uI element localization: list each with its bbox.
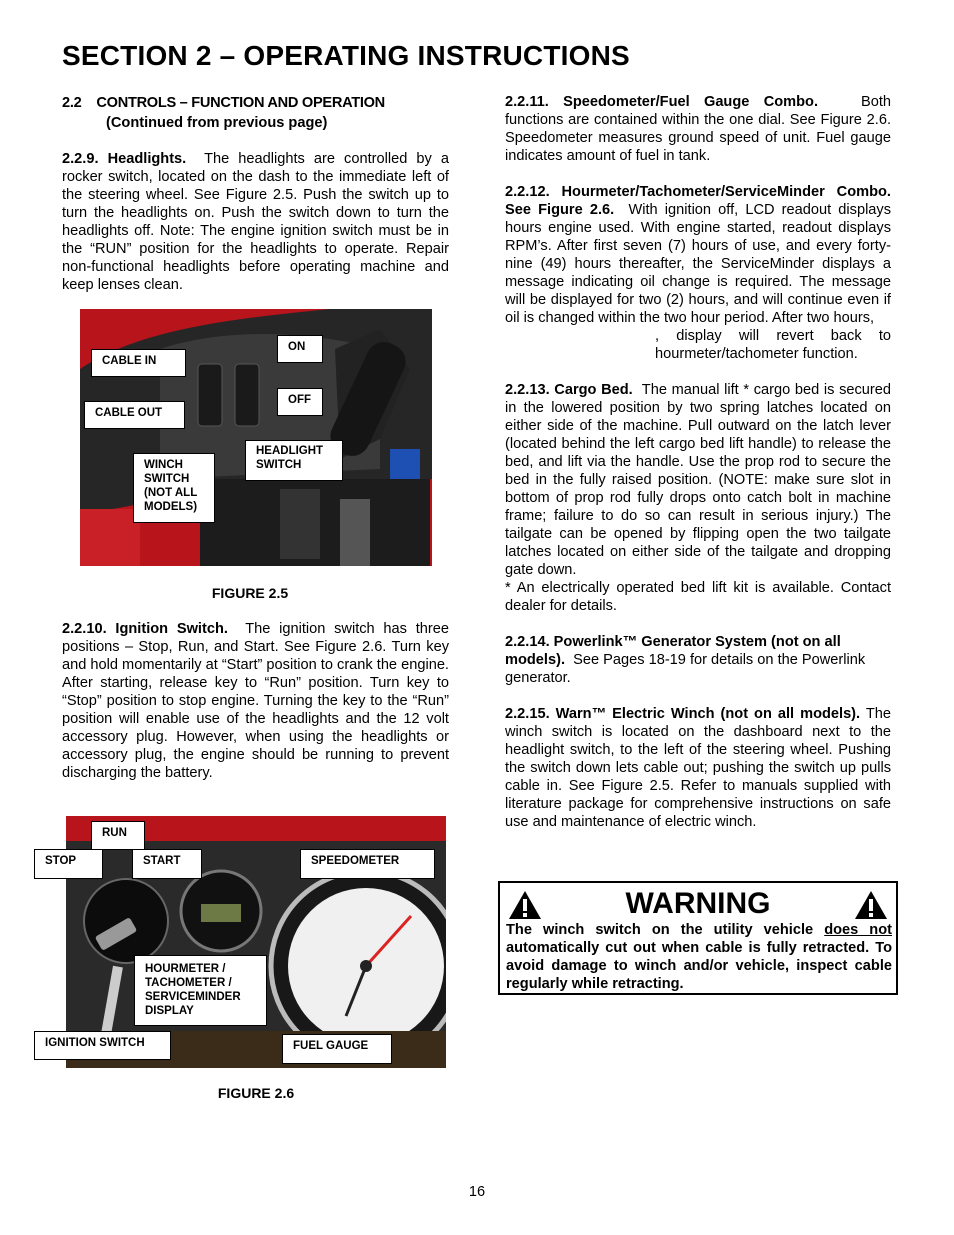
label-speedometer: SPEEDOMETER (300, 849, 435, 879)
paragraph-ignition (62, 620, 449, 782)
warning-box (498, 881, 898, 995)
label-winch-switch: WINCH SWITCH (NOT ALL MODELS) (133, 453, 215, 523)
body-ignition: The ignition switch has three positions – Stop, Run, and Start. See Figure 2.6. Turn key and hold momentarily at “Start” position to crank the engine. After starting, release key to “Run” position. Turn key to “Stop” position to stop engine. Turning the key to the “Run” position will enable use of the headlights and the 12 volt accessory plug. However, when using the headlights or accessory plug, the engine should be running to prevent discharging the battery. (62, 621, 449, 781)
label-start: START (132, 849, 202, 879)
label-hourmeter-display: HOURMETER / TACHOMETER / SERVICEMINDER DISPLAY (134, 955, 267, 1026)
left-column (62, 94, 449, 294)
paragraph-hourmeter-tail (505, 327, 891, 363)
paragraph-headlights (62, 150, 449, 294)
figure-2-6-caption: FIGURE 2.6 (217, 1085, 295, 1101)
warning-heading: WARNING (625, 887, 771, 920)
section-title: CONTROLS – FUNCTION AND OPERATION (96, 95, 385, 111)
body-powerlink: See Pages 18-19 for details on the Powerlink generator. (505, 652, 866, 686)
paragraph-hourmeter (505, 183, 891, 327)
left-column-lower (62, 620, 449, 782)
label-headlight-switch: HEADLIGHT SWITCH (245, 440, 343, 481)
body-speedometer: Both functions are contained within the one dial. See Figure 2.6. Speedometer measures ground speed of unit. Fuel gauge indicates amount of fuel in tank. (505, 94, 891, 164)
label-fuel-gauge: FUEL GAUGE (282, 1034, 392, 1064)
dashboard-switch-image (80, 309, 432, 566)
paragraph-powerlink (505, 633, 891, 687)
warning-text-emphasis: does not (824, 922, 892, 938)
warning-text-a: The winch switch on the utility vehicle (506, 922, 814, 938)
label-run: RUN (91, 821, 145, 850)
section-number: 2.2 (62, 95, 82, 111)
heading-cargo-bed: 2.2.13. Cargo Bed. (505, 382, 633, 398)
warning-triangle-icon (854, 890, 888, 920)
warning-text (506, 921, 892, 993)
right-column (505, 93, 891, 831)
paragraph-cargo-note: * An electrically operated bed lift kit is available. Contact dealer for details. (505, 580, 891, 614)
heading-headlights: 2.2.9. Headlights. (62, 151, 187, 167)
heading-winch: 2.2.15. Warn™ Electric Winch (not on all models). (505, 706, 861, 722)
label-cable-out: CABLE OUT (84, 401, 185, 429)
label-ignition-switch: IGNITION SWITCH (34, 1031, 171, 1060)
body-hourmeter-tail: , display will revert back to hourmeter/tachometer function. (655, 328, 891, 362)
paragraph-speedometer (505, 93, 891, 165)
body-winch: The winch switch is located on the dashboard next to the headlight switch, to the left of the steering wheel. Pushing the switch down lets cable out; pushing the switch up pulls cable in. See Figure 2.5. Refer to manuals supplied with literature package for comprehensive instructions on safe use and maintenance of electric winch. (505, 706, 891, 830)
heading-ignition: 2.2.10. Ignition Switch. (62, 621, 228, 637)
heading-powerlink: 2.2.14. Powerlink™ Generator System (not on all models). (505, 634, 841, 668)
body-hourmeter: With ignition off, LCD readout displays hours engine used. With engine started, readout displays RPM’s. After first seven (7) hours of use, and every forty-nine (49) hours thereafter, the ServiceMinder displays a message indicating oil change is required. The message will be displayed for two (2) hours, and will continue even if oil is changed within the two hour period. After two hours, (505, 202, 892, 326)
label-on: ON (277, 335, 323, 363)
warning-text-b: automatically cut out when cable is fully retracted. To avoid damage to winch and/or vehicle, inspect cable regularly while retracting. (506, 940, 892, 992)
paragraph-cargo-bed (505, 381, 891, 579)
heading-speedometer: 2.2.11. Speedometer/Fuel Gauge Combo. (505, 94, 819, 110)
paragraph-winch (505, 705, 891, 831)
heading-hourmeter: 2.2.12. Hourmeter/Tachometer/ServiceMinder Combo. See Figure 2.6. (505, 184, 891, 218)
page-title: SECTION 2 – OPERATING INSTRUCTIONS (62, 40, 630, 71)
section-heading (62, 94, 449, 112)
label-cable-in: CABLE IN (91, 349, 186, 377)
page-number: 16 (468, 1184, 486, 1200)
figure-2-5-caption: FIGURE 2.5 (211, 585, 289, 601)
body-headlights: The headlights are controlled by a rocker switch, located on the dash to the immediate left of the steering wheel. See Figure 2.5. Push the switch up to turn the headlights on. Push the switch down to turn the headlights off. Note: The engine ignition switch must be in the “RUN” position for the headlights to operate. Repair non-functional headlights before operating machine and keep lenses clean. (62, 151, 449, 293)
label-stop: STOP (34, 849, 103, 879)
body-cargo-bed: The manual lift * cargo bed is secured in the lowered position by two spring latches located on either side of the machine. Pull outward on the latch lever (located behind the left cargo bed lift handle) to release the bed, and lift via the handle. Use the prop rod to secure the bed in the fully raised position. (NOTE: make sure slot in bottom of prop rod fully drops onto catch bolt in machine frame; failure to do so can result in serious injury.) The tailgate can be opened by flipping open the two tailgate latches located on either side of the tailgate and dropping gate down. (505, 382, 891, 578)
continued-note: (Continued from previous page) (106, 115, 328, 131)
figure-2-5-photo (80, 309, 432, 566)
label-off: OFF (277, 388, 323, 416)
